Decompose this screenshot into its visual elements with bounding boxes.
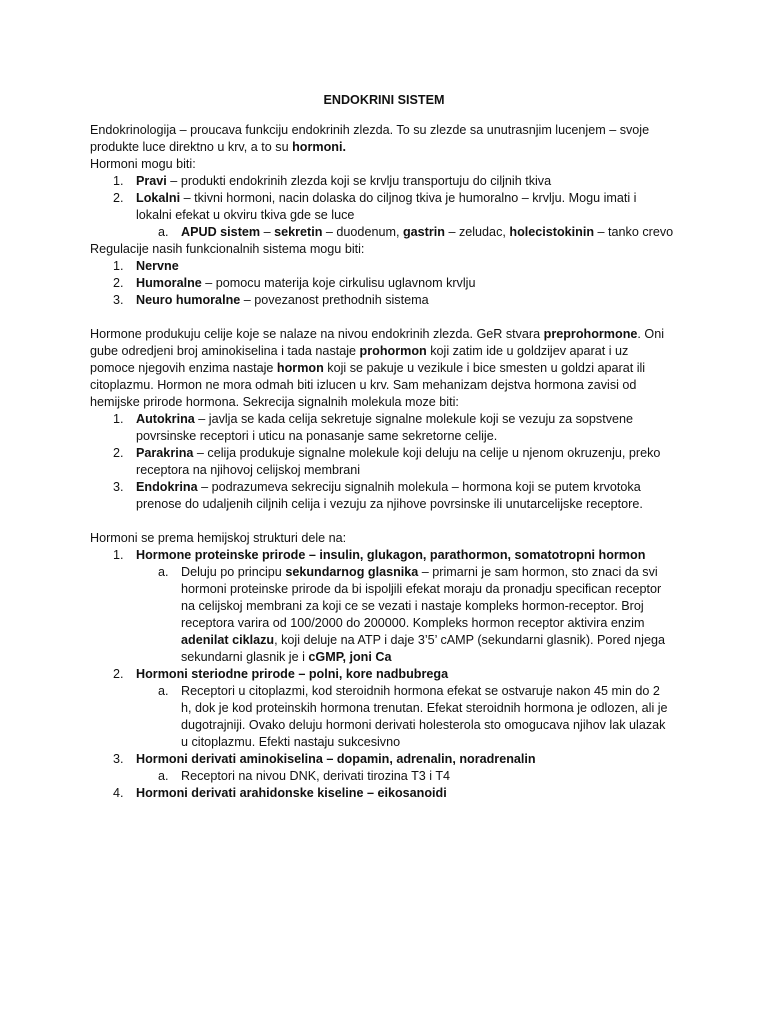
text-run: Hormone produkuju celije koje se nalaze na nivou endokrinih zlezda. GeR stvara — [90, 327, 544, 341]
document-title: ENDOKRINI SISTEM — [323, 93, 445, 107]
text-line — [90, 241, 364, 258]
text-line — [90, 139, 346, 156]
bold-term: Parakrina — [136, 446, 194, 460]
list-marker: 4. — [113, 786, 124, 800]
text-run: Hormoni se prema hemijskoj strukturi dele na: — [90, 531, 347, 545]
text-line — [181, 734, 400, 751]
bold-term: Lokalni — [136, 191, 181, 205]
text-run: – — [260, 225, 275, 239]
text-line — [181, 224, 673, 241]
list-marker: 2. — [113, 276, 124, 290]
text-line — [181, 564, 658, 581]
text-run: koji zatim ide u goldzijev aparat i uz — [426, 344, 629, 358]
text-run: – produkti endokrinih zlezda koji se krvlju transportuju do ciljnih tkiva — [166, 174, 552, 188]
text-run: hemijske prirode hormona. Sekrecija signalnih molekula moze biti: — [90, 395, 459, 409]
text-line — [90, 326, 664, 343]
text-run: – tanko crevo — [594, 225, 674, 239]
bold-term: sekretin — [274, 225, 323, 239]
bold-term: sekundarnog glasnika — [285, 565, 419, 579]
text-line — [181, 632, 665, 649]
text-run: Hormoni mogu biti: — [90, 157, 196, 171]
text-line — [90, 394, 459, 411]
text-line — [136, 190, 636, 207]
text-line — [181, 768, 450, 785]
text-line — [90, 360, 645, 377]
text-run: – pomocu materija koje cirkulisu uglavnom krvlju — [201, 276, 476, 290]
bold-term: gastrin — [402, 225, 445, 239]
list-marker: 1. — [113, 259, 124, 273]
bold-term: Hormoni derivati aminokiselina – dopamin, adrenalin, noradrenalin — [136, 752, 536, 766]
text-run: Receptori u citoplazmi, kod steroidnih hormona efekat se ostvaruje nakon 45 min do 2 — [181, 684, 660, 698]
text-line — [181, 581, 661, 598]
text-line — [90, 156, 196, 173]
text-run: – javlja se kada celija sekretuje signalne molekule koji se vezuju za sopstvene — [194, 412, 634, 426]
text-run: hormoni proteinske prirode da bi ispoljili efekat moraju da pronadju specifican receptor — [181, 582, 662, 596]
list-marker: 3. — [113, 480, 124, 494]
text-line — [136, 666, 448, 683]
bold-term: cGMP, joni Ca — [308, 650, 392, 664]
list-marker: a. — [158, 565, 169, 579]
bold-term: Nervne — [136, 259, 179, 273]
bold-term: preprohormone — [543, 327, 638, 341]
bold-term: Neuro humoralne — [136, 293, 241, 307]
text-line — [90, 377, 636, 394]
bold-term: holecistokinin — [509, 225, 595, 239]
text-run: Receptori na nivou DNK, derivati tirozina T3 i T4 — [181, 769, 451, 783]
text-run: – zeludac, — [444, 225, 510, 239]
text-run: – duodenum, — [322, 225, 403, 239]
text-line — [136, 428, 497, 445]
text-line — [136, 275, 475, 292]
text-run: , koji deluje na ATP i daje 3’5’ cAMP (sekundarni glasnik). Pored njega — [274, 633, 665, 647]
text-line — [136, 445, 660, 462]
text-line — [90, 343, 628, 360]
text-line — [181, 717, 665, 734]
text-run: Deluju po principu — [181, 565, 286, 579]
text-run: Endokrinologija – proucava funkciju endokrinih zlezda. To su zlezde sa unutrasnjim lucenjem – svoje — [90, 123, 650, 137]
text-line — [136, 173, 551, 190]
text-line — [136, 411, 633, 428]
list-marker: 2. — [113, 191, 124, 205]
text-line — [136, 292, 429, 309]
text-run: prenose do udaljenih ciljnih celija i vezuju za njihove povrsinske ili unutarcelijske receptore. — [136, 497, 643, 511]
text-run: receptora na njihovoj celijskoj membrani — [136, 463, 360, 477]
text-line — [136, 479, 641, 496]
text-run: – celija produkuje signalne molekule koji deluju na celije u njenom okruzenju, preko — [193, 446, 661, 460]
text-line — [136, 258, 179, 275]
list-marker: 1. — [113, 412, 124, 426]
text-run: sekundarni glasnik je i — [181, 650, 309, 664]
text-run: – podrazumeva sekreciju signalnih molekula – hormona koji se putem krvotoka — [197, 480, 641, 494]
bold-term: hormon — [276, 361, 324, 375]
bold-term: Hormoni derivati arahidonske kiseline – eikosanoidi — [136, 786, 447, 800]
text-line — [181, 700, 668, 717]
list-marker: 1. — [113, 548, 124, 562]
bold-term: hormoni. — [292, 140, 346, 154]
text-run: receptora varira od 100/2000 do 200000. Kompleks hormon receptor aktivira enzim — [181, 616, 645, 630]
bold-term: Hormoni steriodne prirode – polni, kore nadbubrega — [136, 667, 449, 681]
text-line — [136, 547, 645, 564]
text-run: lokalni efekat u okviru tkiva gde se luce — [136, 208, 355, 222]
text-line — [181, 683, 660, 700]
text-line — [181, 649, 391, 666]
bold-term: prohormon — [359, 344, 427, 358]
text-line — [181, 615, 644, 632]
text-run: – primarni je sam hormon, sto znaci da svi — [418, 565, 658, 579]
text-run: Regulacije nasih funkcionalnih sistema mogu biti: — [90, 242, 365, 256]
text-run: na celijskoj membrani za koji ce se vezati i nastaje kompleks hormon-receptor. Broj — [181, 599, 644, 613]
text-line — [90, 530, 346, 547]
text-run: . Oni — [637, 327, 665, 341]
bold-term: adenilat ciklazu — [181, 633, 275, 647]
text-line — [136, 496, 643, 513]
list-marker: 2. — [113, 446, 124, 460]
text-run: h, dok je kod proteinskih hormona trenutan. Efekat steroidnih hormona je odlozen, ali je — [181, 701, 668, 715]
list-marker: a. — [158, 225, 169, 239]
text-run: – povezanost prethodnih sistema — [240, 293, 429, 307]
text-run: gube odredjeni broj aminokiselina i tada nastaje — [90, 344, 360, 358]
text-run: pomoce njegovih enzima nastaje — [90, 361, 277, 375]
text-line — [136, 751, 536, 768]
list-marker: 1. — [113, 174, 124, 188]
list-marker: a. — [158, 684, 169, 698]
list-marker: 2. — [113, 667, 124, 681]
text-run: citoplazmu. Hormon ne mora odmah biti izlucen u krv. Sam mehanizam dejstva hormona zavisi od — [90, 378, 637, 392]
text-run: u citoplazmu. Efekti nastaju sukcesivno — [181, 735, 401, 749]
text-run: – tkivni hormoni, nacin dolaska do ciljnog tkiva je humoralno – krvlju. Mogu imati i — [180, 191, 637, 205]
bold-term: Endokrina — [136, 480, 198, 494]
bold-term: APUD sistem — [181, 225, 261, 239]
text-line — [90, 122, 649, 139]
text-run: koji se pakuje u vezikule i bice smesten u goldzi aparat ili — [323, 361, 646, 375]
bold-term: Autokrina — [136, 412, 195, 426]
text-line — [136, 785, 447, 802]
list-marker: a. — [158, 769, 169, 783]
list-marker: 3. — [113, 293, 124, 307]
text-run: povrsinske receptori i uticu na ponasanje same sekretorne celije. — [136, 429, 498, 443]
text-run: dugotrajniji. Ovako deluju hormoni derivati holesterola sto omogucava njihov lak ulazak — [181, 718, 666, 732]
text-line — [181, 598, 644, 615]
text-line — [136, 207, 354, 224]
text-run: produkte luce direktno u krv, a to su — [90, 140, 293, 154]
bold-term: Hormone proteinske prirode – insulin, glukagon, parathormon, somatotropni hormon — [136, 548, 646, 562]
text-line — [136, 462, 360, 479]
bold-term: Pravi — [136, 174, 167, 188]
list-marker: 3. — [113, 752, 124, 766]
bold-term: Humoralne — [136, 276, 202, 290]
